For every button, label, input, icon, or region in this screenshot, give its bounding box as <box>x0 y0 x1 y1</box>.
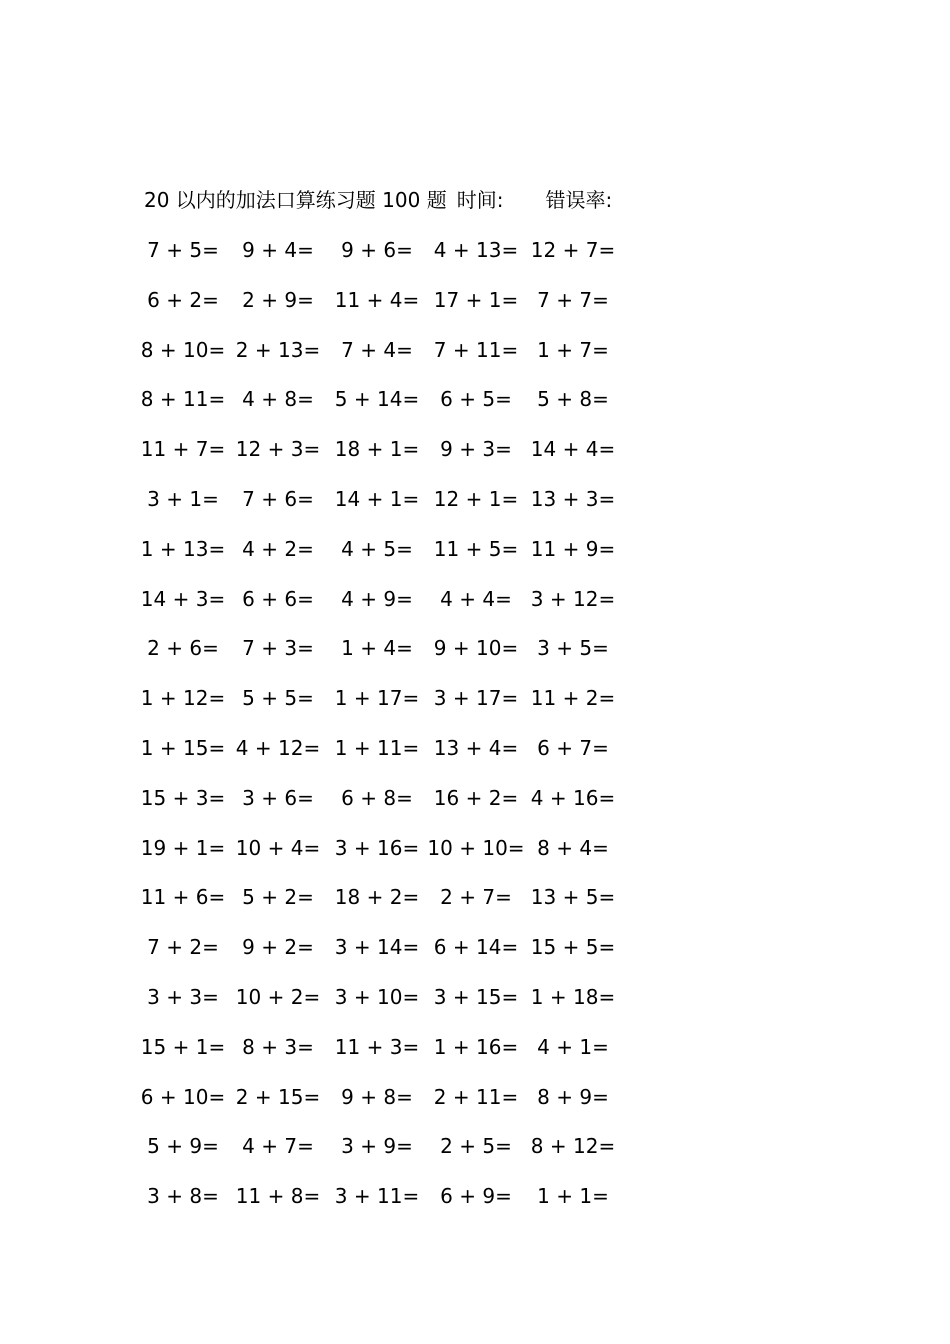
problem-item: 1 + 4= <box>341 636 413 661</box>
problem-item: 2 + 15= <box>235 1084 321 1109</box>
problem-item: 12 + 1= <box>433 486 519 511</box>
problem-item: 14 + 1= <box>334 486 420 511</box>
problem-item: 1 + 11= <box>334 735 420 760</box>
problem-row <box>0 1033 950 1083</box>
problem-item: 8 + 12= <box>530 1134 616 1159</box>
problem-item: 1 + 16= <box>433 1034 519 1059</box>
problem-item: 3 + 15= <box>433 984 519 1009</box>
problem-item: 6 + 8= <box>341 785 413 810</box>
problem-item: 3 + 8= <box>147 1184 219 1209</box>
problem-row <box>0 634 950 684</box>
problem-item: 6 + 14= <box>433 935 519 960</box>
problem-item: 17 + 1= <box>433 287 519 312</box>
problem-item: 8 + 4= <box>537 835 609 860</box>
problem-item: 5 + 2= <box>242 885 314 910</box>
problem-item: 7 + 3= <box>242 636 314 661</box>
problem-item: 11 + 5= <box>433 536 519 561</box>
problem-row <box>0 1132 950 1182</box>
problem-row <box>0 286 950 336</box>
problem-item: 13 + 3= <box>530 486 616 511</box>
problem-item: 8 + 3= <box>242 1034 314 1059</box>
problem-item: 1 + 7= <box>537 337 609 362</box>
problem-item: 11 + 3= <box>334 1034 420 1059</box>
problem-row <box>0 983 950 1033</box>
problem-item: 4 + 12= <box>235 735 321 760</box>
problem-row <box>0 336 950 386</box>
problem-row <box>0 535 950 585</box>
problem-item: 5 + 9= <box>147 1134 219 1159</box>
problem-item: 1 + 15= <box>140 735 226 760</box>
problem-row <box>0 684 950 734</box>
problem-item: 2 + 6= <box>147 636 219 661</box>
problem-item: 14 + 4= <box>530 437 616 462</box>
problem-item: 7 + 6= <box>242 486 314 511</box>
problem-item: 4 + 16= <box>530 785 616 810</box>
problem-item: 10 + 4= <box>235 835 321 860</box>
problem-item: 4 + 2= <box>242 536 314 561</box>
problem-item: 2 + 9= <box>242 287 314 312</box>
problem-item: 1 + 12= <box>140 686 226 711</box>
problem-item: 7 + 5= <box>147 238 219 262</box>
problem-item: 14 + 3= <box>140 586 226 611</box>
problem-item: 15 + 1= <box>140 1034 226 1059</box>
problem-item: 4 + 4= <box>440 586 512 611</box>
problem-item: 9 + 2= <box>242 935 314 960</box>
problem-row <box>0 585 950 635</box>
problem-item: 3 + 5= <box>537 636 609 661</box>
problem-item: 9 + 3= <box>440 437 512 462</box>
problem-item: 9 + 8= <box>341 1084 413 1109</box>
time-label: 时间: <box>456 188 504 212</box>
problem-item: 11 + 7= <box>140 437 226 462</box>
problem-item: 3 + 12= <box>530 586 616 611</box>
problem-item: 3 + 1= <box>147 486 219 511</box>
problem-item: 9 + 6= <box>341 238 413 262</box>
problem-item: 3 + 6= <box>242 785 314 810</box>
problem-item: 1 + 13= <box>140 536 226 561</box>
problem-item: 3 + 9= <box>341 1134 413 1159</box>
problem-row <box>0 435 950 485</box>
problem-item: 7 + 2= <box>147 935 219 960</box>
problem-item: 3 + 11= <box>334 1184 420 1209</box>
problem-item: 3 + 16= <box>334 835 420 860</box>
error-rate-label: 错误率: <box>545 188 613 212</box>
problem-item: 13 + 5= <box>530 885 616 910</box>
problem-row <box>0 385 950 435</box>
problem-row <box>0 834 950 884</box>
problem-item: 18 + 2= <box>334 885 420 910</box>
problem-row <box>0 236 950 286</box>
problem-item: 12 + 3= <box>235 437 321 462</box>
worksheet-header <box>144 186 612 214</box>
problem-item: 11 + 2= <box>530 686 616 711</box>
problem-item: 16 + 2= <box>433 785 519 810</box>
problem-item: 7 + 7= <box>537 287 609 312</box>
problem-item: 2 + 7= <box>440 885 512 910</box>
problem-item: 15 + 5= <box>530 935 616 960</box>
problem-item: 4 + 1= <box>537 1034 609 1059</box>
worksheet-title: 20 以内的加法口算练习题 100 题 <box>144 188 447 212</box>
problem-item: 3 + 10= <box>334 984 420 1009</box>
problem-item: 8 + 11= <box>140 387 226 412</box>
problem-item: 15 + 3= <box>140 785 226 810</box>
problem-row <box>0 784 950 834</box>
problem-item: 2 + 5= <box>440 1134 512 1159</box>
problem-item: 10 + 10= <box>427 835 525 860</box>
problem-item: 3 + 3= <box>147 984 219 1009</box>
problem-item: 13 + 4= <box>433 735 519 760</box>
problem-item: 4 + 8= <box>242 387 314 412</box>
problem-item: 6 + 6= <box>242 586 314 611</box>
problem-item: 4 + 7= <box>242 1134 314 1159</box>
problem-item: 6 + 7= <box>537 735 609 760</box>
problem-item: 3 + 17= <box>433 686 519 711</box>
problem-row <box>0 883 950 933</box>
problem-item: 6 + 2= <box>147 287 219 312</box>
problem-item: 7 + 11= <box>433 337 519 362</box>
problem-item: 1 + 1= <box>537 1184 609 1209</box>
problem-row <box>0 734 950 784</box>
problem-item: 12 + 7= <box>530 238 616 262</box>
problem-item: 8 + 10= <box>140 337 226 362</box>
problem-item: 11 + 6= <box>140 885 226 910</box>
problem-item: 3 + 14= <box>334 935 420 960</box>
problem-item: 18 + 1= <box>334 437 420 462</box>
problem-item: 8 + 9= <box>537 1084 609 1109</box>
problem-item: 4 + 5= <box>341 536 413 561</box>
problem-item: 6 + 10= <box>140 1084 226 1109</box>
problem-row <box>0 485 950 535</box>
problem-grid <box>0 236 950 1232</box>
problem-item: 1 + 18= <box>530 984 616 1009</box>
problem-row <box>0 1182 950 1232</box>
problem-item: 4 + 9= <box>341 586 413 611</box>
problem-item: 2 + 13= <box>235 337 321 362</box>
problem-item: 2 + 11= <box>433 1084 519 1109</box>
problem-item: 5 + 5= <box>242 686 314 711</box>
problem-item: 19 + 1= <box>140 835 226 860</box>
problem-item: 4 + 13= <box>433 238 519 262</box>
problem-item: 1 + 17= <box>334 686 420 711</box>
problem-item: 10 + 2= <box>235 984 321 1009</box>
problem-item: 5 + 8= <box>537 387 609 412</box>
problem-item: 9 + 4= <box>242 238 314 262</box>
problem-item: 5 + 14= <box>334 387 420 412</box>
problem-item: 6 + 9= <box>440 1184 512 1209</box>
problem-item: 9 + 10= <box>433 636 519 661</box>
problem-row <box>0 933 950 983</box>
problem-item: 6 + 5= <box>440 387 512 412</box>
problem-item: 11 + 8= <box>235 1184 321 1209</box>
problem-row <box>0 1083 950 1133</box>
problem-item: 11 + 4= <box>334 287 420 312</box>
problem-item: 11 + 9= <box>530 536 616 561</box>
problem-item: 7 + 4= <box>341 337 413 362</box>
